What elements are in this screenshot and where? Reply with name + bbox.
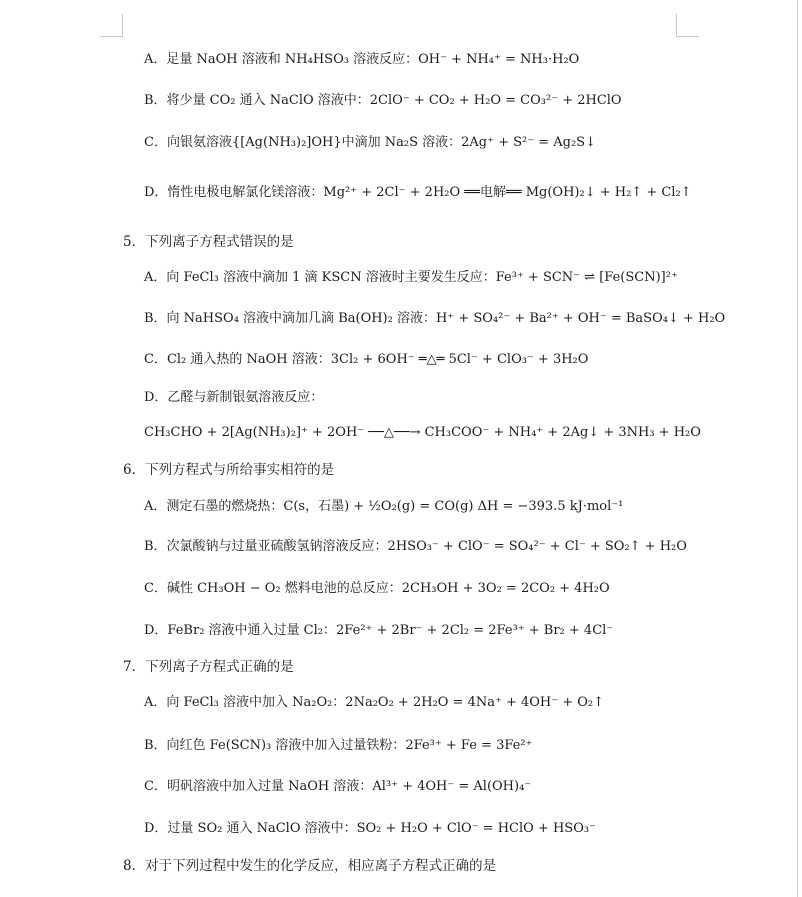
option-4b: B．将少量 CO₂ 通入 NaClO 溶液中：2ClO⁻ + CO₂ + H₂O = CO₃²⁻ + 2HClO [144,93,622,108]
question-6: 6．下列方程式与所给事实相符的是 [123,462,335,478]
option-5c: C．Cl₂ 通入热的 NaOH 溶液：3Cl₂ + 6OH⁻ ═△═ 5Cl⁻ + ClO₃⁻ + 3H₂O [144,352,589,367]
option-6a: A．测定石墨的燃烧热：C(s，石墨) + ½O₂(g) = CO(g) ΔH = −393.5 kJ·mol⁻¹ [144,499,624,514]
question-8: 8．对于下列过程中发生的化学反应，相应离子方程式正确的是 [123,858,497,874]
option-7c: C．明矾溶液中加入过量 NaOH 溶液：Al³⁺ + 4OH⁻ = Al(OH)₄⁻ [144,779,532,794]
option-6b: B．次氯酸钠与过量亚硫酸氢钠溶液反应：2HSO₃⁻ + ClO⁻ = SO₄²⁻ + Cl⁻ + SO₂↑ + H₂O [144,539,687,554]
option-4d: D．惰性电极电解氯化镁溶液：Mg²⁺ + 2Cl⁻ + 2H₂O ══电解══ Mg(OH)₂↓ + H₂↑ + Cl₂↑ [144,185,692,200]
option-7d: D．过量 SO₂ 通入 NaClO 溶液中：SO₂ + H₂O + ClO⁻ = HClO + HSO₃⁻ [144,821,596,836]
option-5d-equation: CH₃CHO + 2[Ag(NH₃)₂]⁺ + 2OH⁻ ──△──→ CH₃COO⁻ + NH₄⁺ + 2Ag↓ + 3NH₃ + H₂O [144,425,701,440]
option-5d: D．乙醛与新制银氨溶液反应： [144,390,324,405]
option-5a: A．向 FeCl₃ 溶液中滴加 1 滴 KSCN 溶液时主要发生反应：Fe³⁺ + SCN⁻ ⇌ [Fe(SCN)]²⁺ [144,270,678,285]
option-7b: B．向红色 Fe(SCN)₃ 溶液中加入过量铁粉：2Fe³⁺ + Fe = 3Fe²⁺ [144,738,533,753]
option-4a: A．足量 NaOH 溶液和 NH₄HSO₃ 溶液反应：OH⁻ + NH₄⁺ = NH₃·H₂O [144,52,580,67]
option-7a: A．向 FeCl₃ 溶液中加入 Na₂O₂：2Na₂O₂ + 2H₂O = 4Na⁺ + 4OH⁻ + O₂↑ [144,695,605,710]
crop-mark-top-left [100,14,123,37]
question-7: 7．下列离子方程式正确的是 [123,659,294,675]
page-edge [797,0,798,897]
option-4c: C．向银氨溶液{[Ag(NH₃)₂]OH}中滴加 Na₂S 溶液：2Ag⁺ + S²⁻ = Ag₂S↓ [144,135,596,150]
option-6d: D．FeBr₂ 溶液中通入过量 Cl₂：2Fe²⁺ + 2Br⁻ + 2Cl₂ = 2Fe³⁺ + Br₂ + 4Cl⁻ [144,623,614,638]
crop-mark-top-right [676,14,699,37]
question-5: 5．下列离子方程式错误的是 [123,234,294,250]
option-6c: C．碱性 CH₃OH − O₂ 燃料电池的总反应：2CH₃OH + 3O₂ = 2CO₂ + 4H₂O [144,581,610,596]
option-5b: B．向 NaHSO₄ 溶液中滴加几滴 Ba(OH)₂ 溶液：H⁺ + SO₄²⁻ + Ba²⁺ + OH⁻ = BaSO₄↓ + H₂O [144,311,726,326]
